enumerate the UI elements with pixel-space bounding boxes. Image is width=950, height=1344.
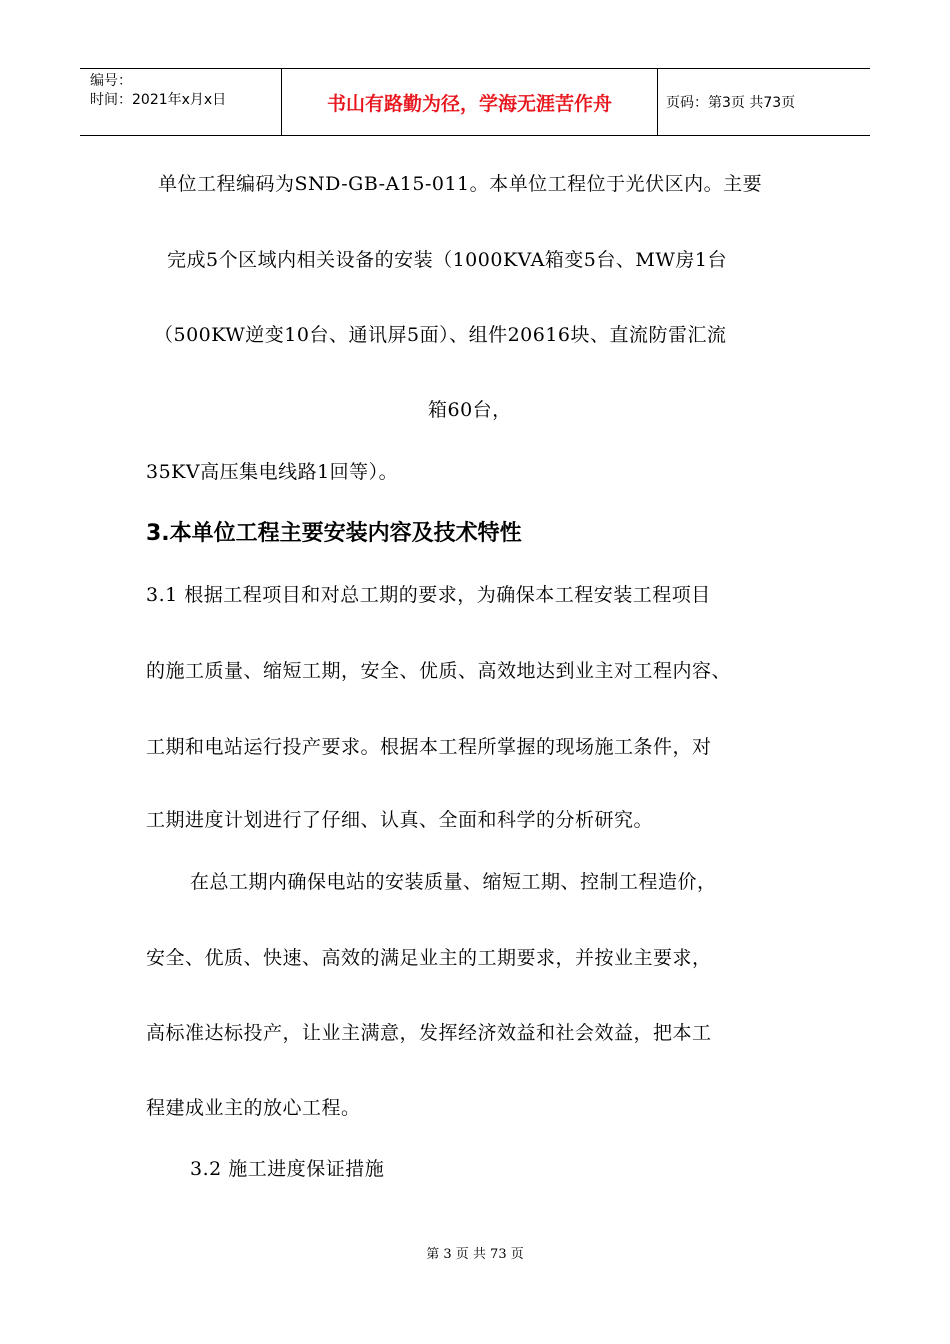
body-line: 程建成业主的放心工程。 (146, 1097, 361, 1119)
body-line: 工期进度计划进行了仔细、认真、全面和科学的分析研究。 (146, 809, 654, 831)
body-line: 3.2 施工进度保证措施 (190, 1158, 385, 1180)
body-line: 35KV高压集电线路1回等）。 (146, 461, 399, 483)
number-label: 编号： (90, 73, 132, 89)
header-meta (80, 69, 281, 135)
body-line: 箱60台， (428, 399, 512, 421)
date-label: 时间：2021年x月x日 (90, 92, 227, 108)
body-line: 的施工质量、缩短工期，安全、优质、高效地达到业主对工程内容、 (146, 660, 732, 682)
body-line: 在总工期内确保电站的安装质量、缩短工期、控制工程造价， (190, 871, 717, 893)
page-footer: 第 3 页 共 73 页 (426, 1247, 524, 1262)
section-heading: 3.本单位工程主要安装内容及技术特性 (146, 521, 522, 546)
body-line: （500KW逆变10台、通讯屏5面）、组件20616块、直流防雷汇流 (154, 324, 727, 346)
document-header (80, 68, 870, 136)
body-line: 3.1 根据工程项目和对总工期的要求，为确保本工程安装工程项目 (146, 584, 711, 606)
header-motto: 书山有路勤为径，学海无涯苦作舟 (326, 92, 612, 115)
header-page-info: 页码：第3页 共73页 (666, 95, 796, 111)
body-line: 安全、优质、快速、高效的满足业主的工期要求，并按业主要求， (146, 947, 712, 969)
body-line: 单位工程编码为SND-GB-A15-011。本单位工程位于光伏区内。主要 (158, 173, 763, 195)
body-line: 高标准达标投产，让业主满意，发挥经济效益和社会效益，把本工 (146, 1022, 712, 1044)
body-line: 工期和电站运行投产要求。根据本工程所掌握的现场施工条件，对 (146, 736, 712, 758)
body-line: 完成5个区域内相关设备的安装（1000KVA箱变5台、MW房1台 (167, 249, 727, 271)
